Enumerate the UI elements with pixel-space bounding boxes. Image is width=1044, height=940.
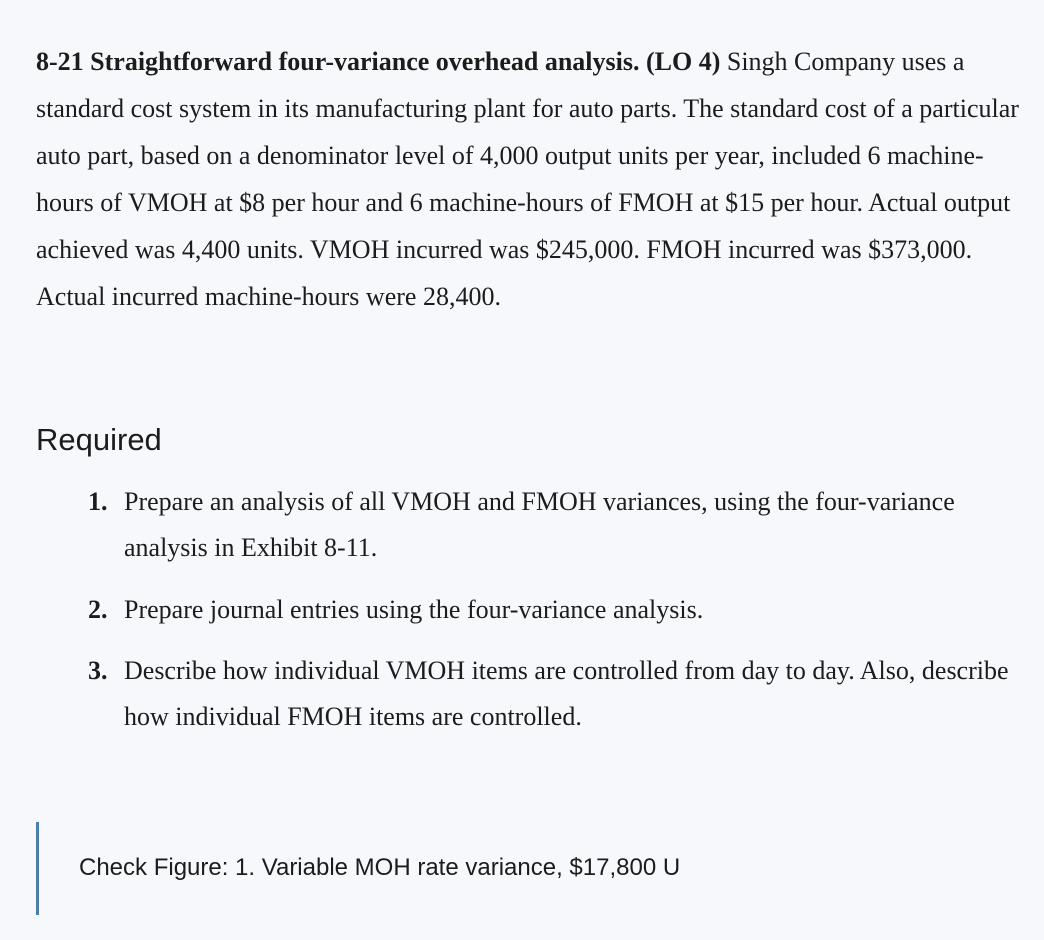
item-text: Prepare journal entries using the four-variance analysis.: [124, 595, 704, 624]
required-item: [88, 648, 1029, 740]
required-heading: Required: [36, 422, 162, 457]
item-number: 1.: [88, 487, 108, 516]
item-text: Describe how individual VMOH items are controlled from day to day. Also, describe how individual FMOH items are controlled.: [124, 656, 1009, 731]
required-item: [88, 479, 1029, 571]
item-number: 3.: [88, 656, 108, 685]
item-number: 2.: [88, 595, 108, 624]
required-item: [88, 587, 1029, 633]
check-figure-rule: [36, 822, 39, 915]
problem-paragraph: [36, 38, 1031, 320]
problem-body: Singh Company uses a standard cost system in its manufacturing plant for auto parts. The standard cost of a particular auto part, based on a denominator level of 4,000 output units per year, included 6 machine-hours of VMOH at $8 per hour and 6 machine-hours of FMOH at $15 per hour. Actual output achieved was 4,400 units. VMOH incurred was $245,000. FMOH incurred was $373,000. Actual incurred machine-hours were 28,400.: [36, 47, 1019, 311]
problem-heading: 8-21 Straightforward four-variance overhead analysis. (LO 4): [36, 47, 721, 76]
check-figure: Check Figure: 1. Variable MOH rate variance, $17,800 U: [79, 854, 681, 881]
item-text: Prepare an analysis of all VMOH and FMOH variances, using the four-variance analysis in Exhibit 8-11.: [124, 487, 955, 562]
